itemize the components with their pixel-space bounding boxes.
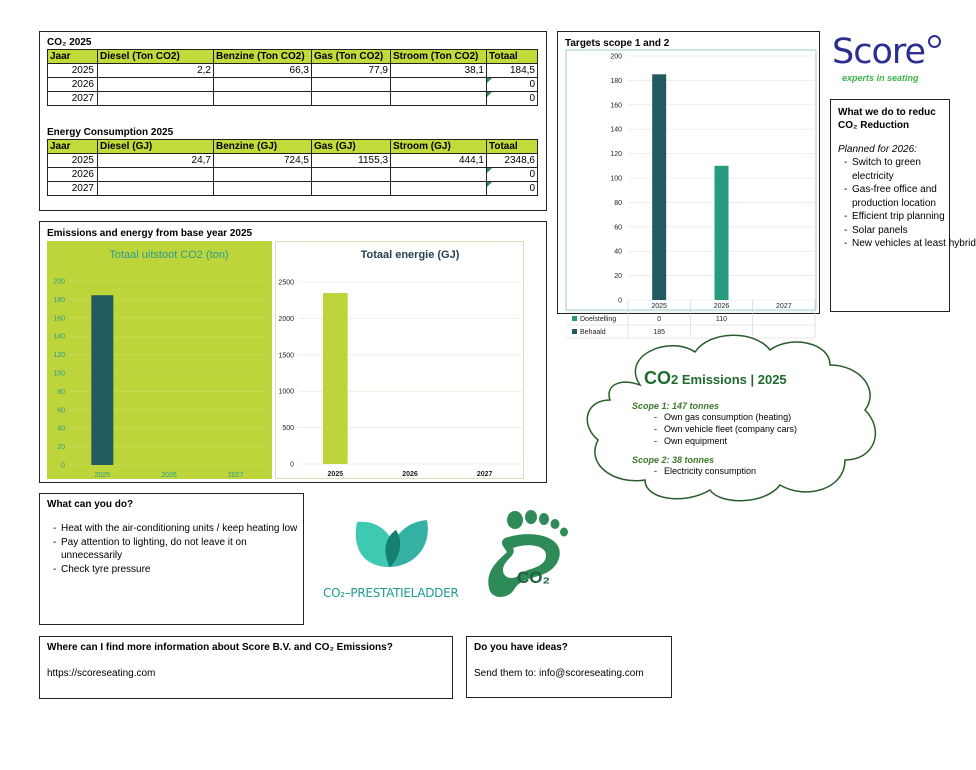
cell[interactable]: 184,5 xyxy=(487,64,538,78)
legend-swatch xyxy=(572,329,577,334)
prestatieladder-leaf-icon xyxy=(352,512,432,574)
cell[interactable] xyxy=(391,78,487,92)
co2-total-chart-svg xyxy=(47,241,272,479)
energy-header-stroom: Stroom (GJ) xyxy=(391,140,487,154)
cell[interactable] xyxy=(312,92,391,106)
cloud-scope2-list xyxy=(650,465,872,477)
x-tick-label: 2026 xyxy=(161,472,177,479)
data-label: 0 xyxy=(657,316,662,323)
y-tick-label: 60 xyxy=(57,407,65,415)
list-item: - Electricity consumption xyxy=(650,465,872,477)
chart-frame xyxy=(566,50,816,310)
what-we-do-box xyxy=(830,99,976,312)
co2-table xyxy=(47,49,538,106)
what-we-do-title-line2: CO₂ Reduction xyxy=(838,120,910,131)
cell[interactable]: 0 xyxy=(487,92,538,106)
footprint-label: CO₂ xyxy=(517,568,551,587)
y-tick-label: 500 xyxy=(282,425,294,433)
cell[interactable]: 444,1 xyxy=(391,154,487,168)
cloud-content xyxy=(632,368,872,477)
y-tick-label: 1500 xyxy=(278,352,294,360)
table-row xyxy=(48,182,538,196)
cell[interactable]: 2026 xyxy=(48,168,98,182)
cell[interactable]: 2027 xyxy=(48,92,98,106)
bar xyxy=(715,166,729,300)
cell[interactable] xyxy=(312,182,391,196)
targets-box xyxy=(557,31,820,336)
list-item: - Own equipment xyxy=(650,435,872,447)
table-row xyxy=(48,64,538,78)
legend-label: Doelstelling xyxy=(580,316,617,323)
co2-header-year: Jaar xyxy=(48,50,98,64)
targets-title: Targets scope 1 and 2 xyxy=(565,38,670,49)
cell[interactable] xyxy=(214,92,312,106)
x-tick-label: 2027 xyxy=(227,472,244,479)
bar xyxy=(91,295,113,465)
y-tick-label: 2500 xyxy=(278,279,294,287)
cell[interactable] xyxy=(312,78,391,92)
footprint-logo xyxy=(485,508,575,603)
list-item: - New vehicles at least hybrid xyxy=(840,237,950,251)
legend-label: Behaald xyxy=(580,329,606,336)
x-tick-label: 2027 xyxy=(476,471,493,478)
legend-swatch xyxy=(572,316,577,321)
list-item: - Gas-free office and production location xyxy=(840,183,950,210)
energy-header-diesel: Diesel (GJ) xyxy=(98,140,214,154)
cell[interactable] xyxy=(391,92,487,106)
bar xyxy=(323,293,348,464)
cloud-scope1: Scope 1: 147 tonnes xyxy=(632,401,720,411)
co2-header-gas: Gas (Ton CO2) xyxy=(312,50,391,64)
x-tick-label: 2026 xyxy=(713,303,730,310)
ideas-title: Do you have ideas? xyxy=(474,642,568,653)
y-tick-label: 1000 xyxy=(278,388,294,396)
what-we-do-list xyxy=(840,156,976,251)
x-tick-label: 2026 xyxy=(402,471,418,478)
cell[interactable] xyxy=(391,182,487,196)
y-tick-label: 0 xyxy=(61,462,65,470)
x-tick-label: 2027 xyxy=(776,303,792,310)
y-tick-label: 140 xyxy=(610,126,622,134)
table-row xyxy=(48,78,538,92)
y-tick-label: 40 xyxy=(57,425,65,433)
energy-header-benzine: Benzine (GJ) xyxy=(214,140,312,154)
y-tick-label: 80 xyxy=(57,388,65,396)
cell[interactable]: 2027 xyxy=(48,182,98,196)
y-tick-label: 200 xyxy=(53,278,65,286)
cell[interactable]: 2,2 xyxy=(98,64,214,78)
score-logo-tagline: experts in seating xyxy=(842,73,919,83)
prestatieladder-logo xyxy=(318,510,458,605)
chart-title: Totaal uitstoot CO2 (ton) xyxy=(109,249,229,261)
energy-header-total: Totaal xyxy=(487,140,538,154)
cell[interactable]: 2026 xyxy=(48,78,98,92)
bar xyxy=(652,74,666,300)
y-tick-label: 80 xyxy=(614,199,622,207)
cell[interactable] xyxy=(98,168,214,182)
targets-chart-svg xyxy=(562,46,817,336)
cell[interactable] xyxy=(214,78,312,92)
data-label: 185 xyxy=(653,329,666,336)
cell[interactable] xyxy=(391,168,487,182)
chart-title: Totaal energie (GJ) xyxy=(360,249,460,261)
what-can-you-do-box xyxy=(39,493,304,625)
cloud-scope1-list xyxy=(650,411,872,447)
y-tick-label: 160 xyxy=(53,315,65,323)
co2-header-stroom: Stroom (Ton CO2) xyxy=(391,50,487,64)
co2-table-header-row xyxy=(48,50,538,64)
energy-table xyxy=(47,139,538,196)
x-tick-label: 2025 xyxy=(651,303,667,310)
score-logo-mark-icon xyxy=(928,35,941,48)
list-item: - Own gas consumption (heating) xyxy=(650,411,872,423)
y-tick-label: 60 xyxy=(614,224,622,232)
co2-header-benzine: Benzine (Ton CO2) xyxy=(214,50,312,64)
table-row xyxy=(48,154,538,168)
ideas-text[interactable]: Send them to: info@scoreseating.com xyxy=(474,668,644,679)
energy-total-chart-svg xyxy=(276,242,525,480)
prestatieladder-label: CO₂–PRESTATIELADDER xyxy=(323,586,459,600)
y-tick-label: 180 xyxy=(53,296,65,304)
energy-total-chart xyxy=(275,241,524,479)
y-tick-label: 40 xyxy=(614,248,622,256)
cell[interactable]: 0 xyxy=(487,78,538,92)
energy-table-title: Energy Consumption 2025 xyxy=(47,127,174,138)
y-tick-label: 20 xyxy=(614,273,622,281)
footprint-icon xyxy=(485,508,575,603)
cloud-title-co: CO xyxy=(644,368,671,388)
x-tick-label: 2025 xyxy=(327,471,344,478)
score-logo-wordmark: Score xyxy=(832,32,926,72)
cell[interactable]: 0 xyxy=(487,168,538,182)
emissions-section-title: Emissions and energy from base year 2025 xyxy=(47,228,253,239)
co2-table-title: CO₂ 2025 xyxy=(47,37,92,48)
co2-energy-tables-box xyxy=(39,31,547,211)
cell[interactable]: 66,3 xyxy=(214,64,312,78)
co2-header-total: Totaal xyxy=(487,50,538,64)
cell[interactable] xyxy=(98,182,214,196)
energy-table-header-row xyxy=(48,140,538,154)
more-info-title: Where can I find more information about Score B.V. and CO₂ Emissions? xyxy=(47,642,393,653)
list-item: - Efficient trip planning xyxy=(840,210,950,224)
y-tick-label: 100 xyxy=(610,175,622,183)
what-can-you-do-title: What can you do? xyxy=(47,499,134,510)
list-item: - Switch to green electricity xyxy=(840,156,950,183)
y-tick-label: 140 xyxy=(53,333,65,341)
score-logo xyxy=(832,33,945,88)
y-tick-label: 20 xyxy=(57,444,65,452)
cloud-title xyxy=(644,368,884,389)
cell[interactable]: 0 xyxy=(487,182,538,196)
y-tick-label: 160 xyxy=(610,102,622,110)
cell[interactable]: 2025 xyxy=(48,64,98,78)
cell[interactable]: 724,5 xyxy=(214,154,312,168)
data-label: 110 xyxy=(715,316,728,323)
co2-header-diesel: Diesel (Ton CO2) xyxy=(98,50,214,64)
y-tick-label: 120 xyxy=(610,151,622,159)
what-we-do-title xyxy=(838,106,936,132)
cell[interactable]: 24,7 xyxy=(98,154,214,168)
cloud-title-sub: 2 xyxy=(671,372,679,387)
co2-total-chart xyxy=(47,241,272,479)
y-tick-label: 0 xyxy=(618,297,622,305)
x-tick-label: 2025 xyxy=(94,472,111,479)
list-item: - Pay attention to lighting, do not leave it on unnecessarily xyxy=(49,536,301,563)
energy-header-year: Jaar xyxy=(48,140,98,154)
cell[interactable] xyxy=(98,78,214,92)
cell[interactable]: 38,1 xyxy=(391,64,487,78)
cell[interactable]: 1155,3 xyxy=(312,154,391,168)
cell[interactable]: 2348,6 xyxy=(487,154,538,168)
cell[interactable] xyxy=(98,92,214,106)
table-row xyxy=(48,92,538,106)
y-tick-label: 100 xyxy=(53,370,65,378)
list-item: - Check tyre pressure xyxy=(49,563,301,577)
what-we-do-title-line1: What we do to reduc xyxy=(838,107,936,118)
y-tick-label: 2000 xyxy=(278,315,294,323)
table-row xyxy=(48,168,538,182)
cloud-scope2: Scope 2: 38 tonnes xyxy=(632,455,715,465)
y-tick-label: 0 xyxy=(290,461,294,469)
list-item: - Own vehicle fleet (company cars) xyxy=(650,423,872,435)
cloud-title-rest: Emissions | 2025 xyxy=(678,372,787,387)
more-info-url[interactable]: https://scoreseating.com xyxy=(47,668,156,679)
cell[interactable]: 77,9 xyxy=(312,64,391,78)
cell[interactable] xyxy=(214,168,312,182)
cell[interactable]: 2025 xyxy=(48,154,98,168)
list-item: - Solar panels xyxy=(840,224,950,238)
y-tick-label: 180 xyxy=(610,77,622,85)
y-tick-label: 120 xyxy=(53,352,65,360)
list-item: - Heat with the air-conditioning units / keep heating low xyxy=(49,522,301,536)
y-tick-label: 200 xyxy=(610,53,622,61)
more-info-box xyxy=(39,636,453,699)
cell[interactable] xyxy=(214,182,312,196)
ideas-box xyxy=(466,636,672,698)
what-can-you-do-list xyxy=(49,522,301,576)
energy-header-gas: Gas (GJ) xyxy=(312,140,391,154)
cell[interactable] xyxy=(312,168,391,182)
what-we-do-planned: Planned for 2026: xyxy=(838,144,917,155)
